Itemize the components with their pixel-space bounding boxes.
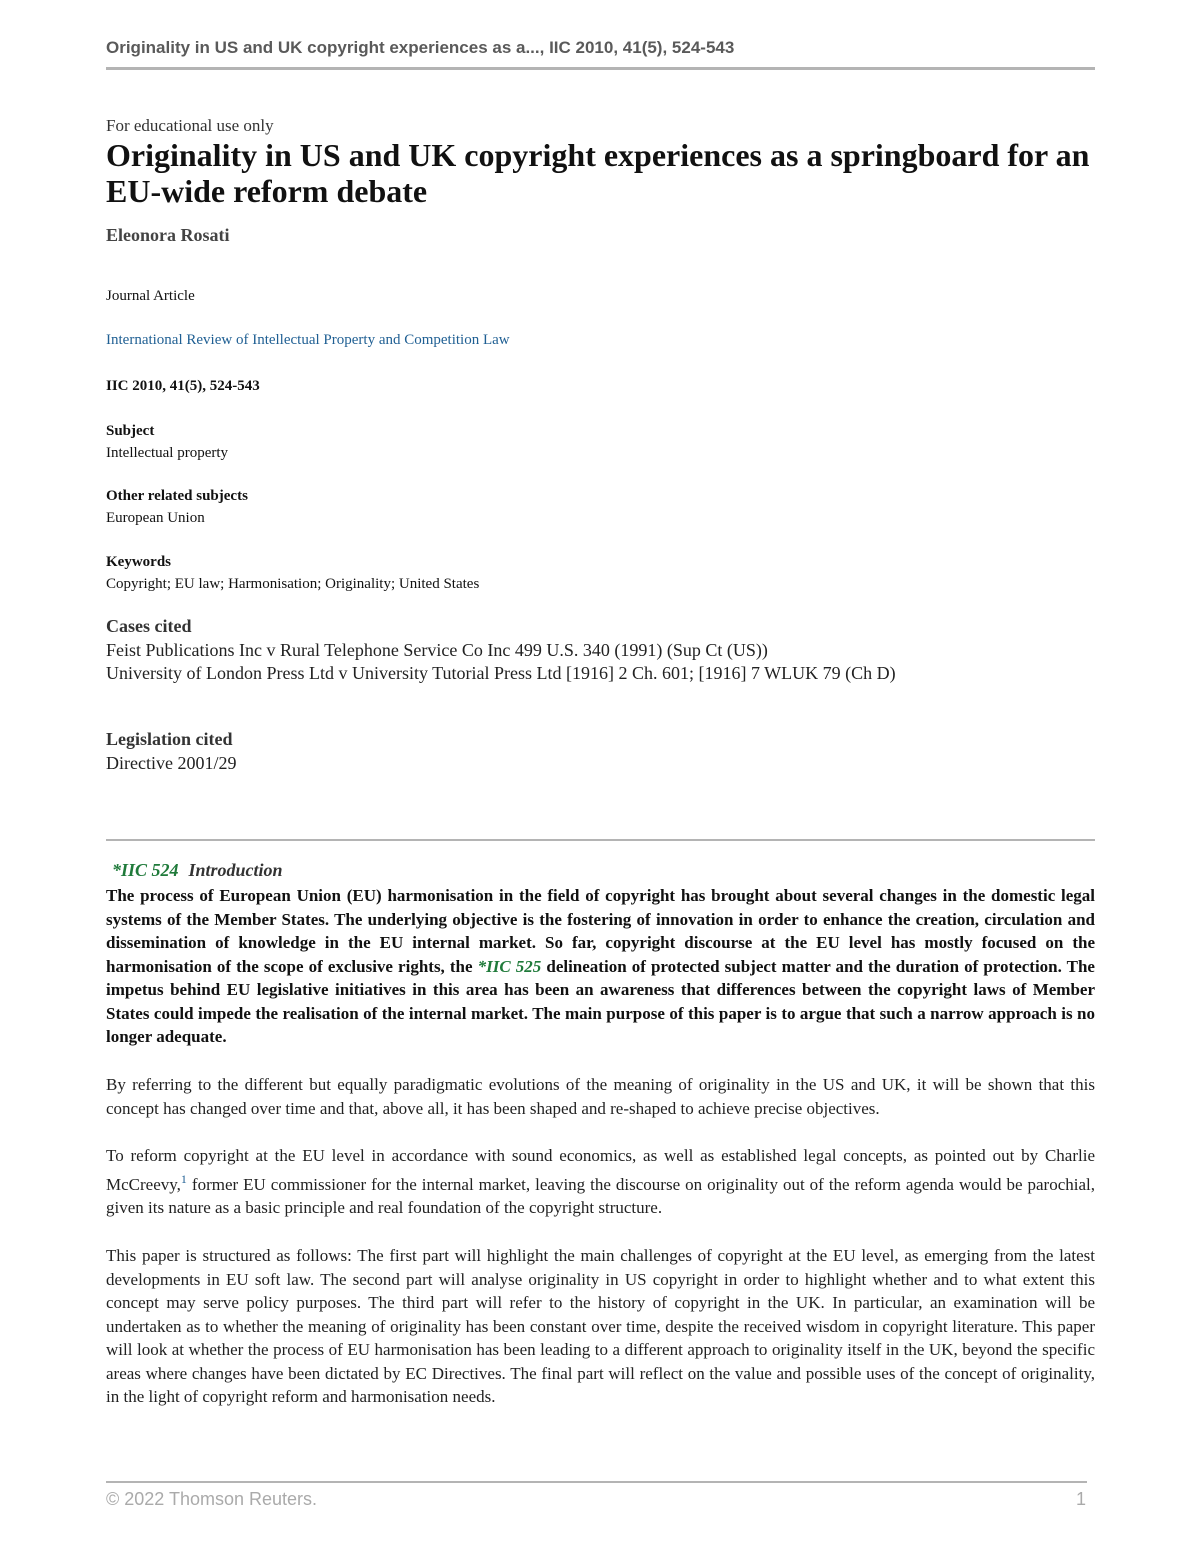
citation: IIC 2010, 41(5), 524-543: [106, 378, 260, 394]
article-title: Originality in US and UK copyright experiences as a springboard for an EU-wide reform debate: [106, 137, 1090, 209]
keywords-value: Copyright; EU law; Harmonisation; Originality; United States: [106, 576, 480, 592]
footer-copyright: © 2022 Thomson Reuters.: [106, 1489, 318, 1509]
keywords-label: Keywords: [106, 554, 171, 570]
legislation-cited-label: Legislation cited: [106, 729, 233, 749]
author-name: Eleonora Rosati: [106, 225, 230, 245]
legislation-directive-link[interactable]: Directive 2001/29: [106, 753, 237, 773]
abstract-text-part1: The process of European Union (EU) harmonisation in the field of copyright has brought about several changes in the domestic legal systems of the Member States. The underlying objective is the fostering of innovation in order to enhance the creation, circulation and dissemination of knowledge in the EU internal market. So far, copyright discourse at the EU level has mostly focused on the harmonisation of the scope of exclusive rights, the: [106, 886, 1095, 976]
other-subjects-value: European Union: [106, 510, 205, 526]
section-divider: [106, 839, 1095, 841]
journal-link[interactable]: International Review of Intellectual Property and Competition Law: [106, 332, 510, 348]
case-cited-university-of-london-link[interactable]: University of London Press Ltd v University Tutorial Press Ltd [1916] 2 Ch. 601; [1916] 7 WLUK 79 (Ch D): [106, 663, 896, 683]
footnote-1-link[interactable]: 1: [180, 1171, 187, 1186]
body-paragraph-3: This paper is structured as follows: The first part will highlight the main challenges of copyright at the EU level, as emerging from the latest developments in EU soft law. The second part will analyse originality in US copyright in order to highlight whether and to what extent this concept may serve policy purposes. The third part will refer to the history of copyright in the UK. In particular, an examination will be undertaken as to whether the meaning of originality has been constant over time, despite the received wisdom in copyright literature. This paper will look at whether the process of EU harmonisation has been leading to a different approach to originality itself in the UK, beyond the specific areas where changes have been dictated by EC Directives. The final part will reflect on the value and possible uses of the concept of originality, in the light of copyright reform and harmonisation needs.: [106, 1246, 1095, 1406]
subject-value: Intellectual property: [106, 445, 229, 461]
body-paragraph-2: [106, 1144, 1095, 1220]
cases-cited-label: Cases cited: [106, 616, 192, 636]
educational-use-notice: For educational use only: [106, 116, 274, 135]
header-divider: [106, 67, 1095, 70]
other-subjects-label: Other related subjects: [106, 488, 248, 504]
body-paragraph-2-part2: former EU commissioner for the internal market, leaving the discourse on originality out of the reform agenda would be parochial, given its nature as a basic principle and real foundation of the copyright structure.: [106, 1174, 1095, 1217]
abstract-paragraph: [106, 884, 1095, 1049]
document-type: Journal Article: [106, 288, 195, 304]
star-page-525: *IIC 525: [477, 956, 542, 976]
abstract-text-part2: delineation of protected subject matter and the duration of protection. The impetus behind EU legislative initiatives in this area has been an awareness that differences between the copyright laws of Member States could impede the realisation of the internal market. The main purpose of this paper is to argue that such a narrow approach is no longer adequate.: [106, 956, 1095, 1046]
introduction-heading-line: [112, 860, 283, 881]
star-page-524: *IIC 524: [112, 860, 179, 880]
introduction-heading: Introduction: [188, 860, 283, 880]
footer-divider: [106, 1481, 1087, 1483]
footer-page-number: 1: [1076, 1489, 1087, 1509]
subject-label: Subject: [106, 423, 155, 439]
running-header: Originality in US and UK copyright experiences as a..., IIC 2010, 41(5), 524-543: [106, 38, 735, 57]
body-paragraph-2-part1: To reform copyright at the EU level in accordance with sound economics, as well as established legal concepts, as pointed out by Charlie McCreevy,: [106, 1146, 1095, 1194]
body-paragraph-1: By referring to the different but equally paradigmatic evolutions of the meaning of originality in the US and UK, it will be shown that this concept has changed over time and that, above all, it has been shaped and re-shaped to achieve precise objectives.: [106, 1075, 1095, 1118]
case-cited-feist: Feist Publications Inc v Rural Telephone Service Co Inc 499 U.S. 340 (1991) (Sup Ct (US)): [106, 640, 768, 660]
